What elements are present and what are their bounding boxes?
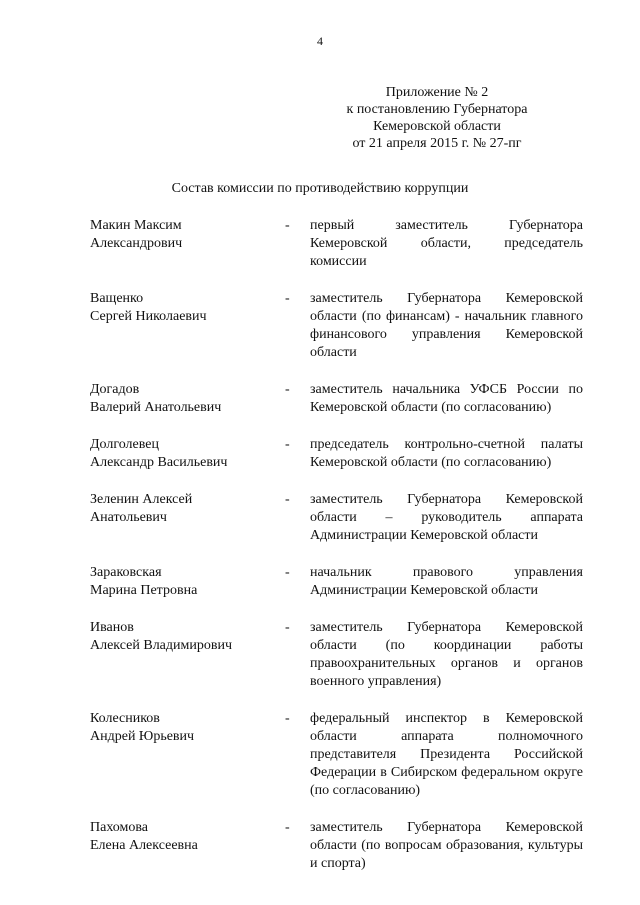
member-name-line: Сергей Николаевич [90,309,207,324]
appendix-line: к постановлению Губернатора [346,102,528,117]
member-row [90,819,583,873]
member-role: заместитель начальника УФСБ России по Кемеровской области (по согласованию) [310,382,583,415]
member-name-line: Валерий Анатольевич [90,400,222,415]
dash-separator: - [285,492,290,507]
member-role: начальник правового управления Администрации Кемеровской области [310,565,583,598]
dash-separator: - [285,565,290,580]
dash-separator: - [285,820,290,835]
member-row [90,290,583,362]
member-name [90,290,285,362]
member-row [90,217,583,271]
member-role: председатель контрольно-счетной палаты Кемеровской области (по согласованию) [310,437,583,470]
member-row [90,564,583,600]
member-name-line: Александрович [90,236,183,251]
member-name-line: Пахомова [90,820,149,835]
dash-separator: - [285,218,290,233]
member-name-line: Макин Максим [90,218,182,233]
member-role: первый заместитель Губернатора Кемеровской области, председатель комиссии [310,218,583,269]
member-name-line: Зеленин Алексей [90,492,193,507]
member-name-line: Колесников [90,711,160,726]
member-row [90,436,583,472]
member-role: заместитель Губернатора Кемеровской области (по координации работы правоохранительных органов и органов военного управления) [310,620,583,689]
member-name-line: Зараковская [90,565,162,580]
appendix-line: Кемеровской области [373,119,501,134]
member-name [90,491,285,545]
member-role: заместитель Губернатора Кемеровской области (по вопросам образования, культуры и спорта) [310,820,583,871]
dash-separator: - [285,382,290,397]
dash-separator: - [285,437,290,452]
member-name [90,564,285,600]
member-name [90,381,285,417]
member-name-line: Иванов [90,620,134,635]
member-name [90,217,285,271]
appendix-line: от 21 апреля 2015 г. № 27-пг [352,136,522,151]
appendix-header [320,84,554,152]
member-row [90,491,583,545]
member-name-line: Александр Васильевич [90,455,228,470]
page-number: 4 [317,34,323,48]
member-row [90,619,583,691]
dash-separator: - [285,291,290,306]
member-name [90,819,285,873]
member-name-line: Ващенко [90,291,144,306]
member-name-line: Догадов [90,382,140,397]
member-name-line: Елена Алексеевна [90,838,198,853]
dash-separator: - [285,620,290,635]
member-name [90,436,285,472]
member-name-line: Марина Петровна [90,583,198,598]
member-name [90,619,285,691]
member-role: заместитель Губернатора Кемеровской области – руководитель аппарата Администрации Кемеровской области [310,492,583,543]
member-name-line: Долголевец [90,437,159,452]
member-name-line: Алексей Владимирович [90,638,233,653]
member-role: федеральный инспектор в Кемеровской области аппарата полномочного представителя Президента Российской Федерации в Сибирском федеральном округе (по согласованию) [310,711,583,798]
member-name-line: Андрей Юрьевич [90,729,195,744]
document-title: Состав комиссии по противодействию коррупции [171,181,469,196]
member-name-line: Анатольевич [90,510,167,525]
members-list [90,217,583,892]
member-row [90,381,583,417]
member-name [90,710,285,800]
member-row [90,710,583,800]
appendix-line: Приложение № 2 [385,85,489,100]
member-role: заместитель Губернатора Кемеровской области (по финансам) - начальник главного финансового управления Кемеровской области [310,291,583,360]
dash-separator: - [285,711,290,726]
